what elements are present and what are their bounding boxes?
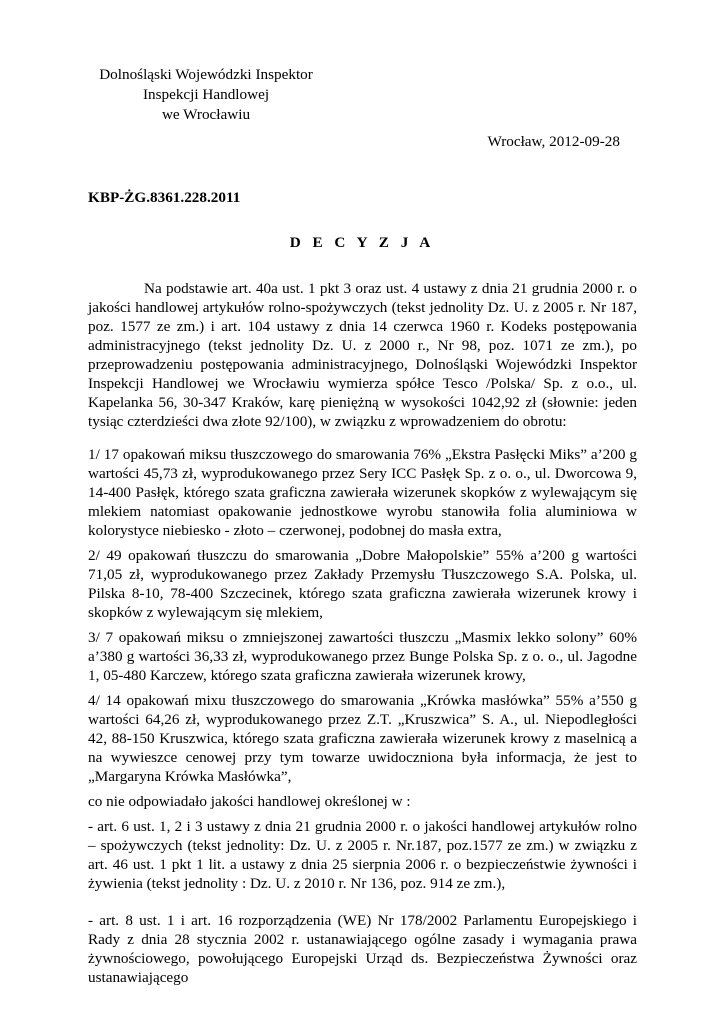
issuer-line-1: Dolnośląski Wojewódzki Inspektor — [99, 66, 313, 83]
reference-number: KBP-ŻG.8361.228.2011 — [88, 189, 241, 206]
intro-paragraph: Na podstawie art. 40a ust. 1 pkt 3 oraz ust. 4 ustawy z dnia 21 grudnia 2000 r. o jakości handlowej artykułów rolno-spożywczych (tekst jednolity Dz. U. z 2005 r. Nr 187, poz. 1577 ze zm.) i art. 104 ustawy z dnia 14 czerwca 1960 r. Kodeks postępowania administracyjnego (tekst jednolity Dz. U. z 2000 r., Nr 98, poz. 1071 ze zm.), po przeprowadzeniu postępowania administracyjnego, Dolnośląski Wojewódzki Inspektor Inspekcji Handlowej we Wrocławiu wymierza spółce Tesco /Polska/ Sp. z o.o., ul. Kapelanka 56, 30-347 Kraków, karę pieniężną w wysokości 1042,92 zł (słownie: jeden tysiąc czterdzieści dwa złote 92/100), w związku z wprowadzeniem do obrotu: — [88, 280, 637, 430]
document-date: Wrocław, 2012-09-28 — [487, 133, 620, 150]
document-title: D E C Y Z J A — [289, 234, 435, 251]
issuer-line-2: Inspekcji Handlowej — [142, 86, 270, 103]
quality-line: co nie odpowiadało jakości handlowej określonej w : — [88, 793, 411, 810]
legal-basis-2: - art. 8 ust. 1 i art. 16 rozporządzenia (WE) Nr 178/2002 Parlamentu Europejskiego i Rady z dnia 28 stycznia 2002 r. ustanawiającego ogólne zasady i wymagania prawa żywnościowego, powołującego Europejski Urząd ds. Bezpieczeństwa Żywności oraz ustanawiającego — [88, 912, 637, 986]
document-body — [88, 279, 637, 987]
list-item: 1/ 17 opakowań miksu tłuszczowego do smarowania 76% „Ekstra Pasłęcki Miks” a’200 g wartości 45,73 zł, wyprodukowanego przez Sery ICC Pasłęk Sp. z o. o., ul. Dworcowa 9, 14-400 Pasłęk, którego szata graficzna zawierała wizerunek skopków z wylewającym się mlekiem natomiast opakowanie jednostkowe wyrobu stanowiła folia aluminiowa w kolorystyce niebiesko - złoto – czerwonej, podobnej do masła extra, — [88, 446, 637, 539]
list-item: 2/ 49 opakowań tłuszczu do smarowania „Dobre Małopolskie” 55% a’200 g wartości 71,05 zł, wyprodukowanego przez Zakłady Przemysłu Tłuszczowego S.A. Polska, ul. Pilska 8-10, 78-400 Szczecinek, którego szata graficzna zawierała wizerunek krowy i skopków z wylewającym się mlekiem, — [88, 547, 637, 621]
list-item: 3/ 7 opakowań miksu o zmniejszonej zawartości tłuszczu „Masmix lekko solony” 60% a’380 g wartości 36,33 zł, wyprodukowanego przez Bunge Polska Sp. z o. o., ul. Jagodne 1, 05-480 Karczew, którego szata graficzna zawierała wizerunek krowy, — [88, 629, 637, 684]
list-item: 4/ 14 opakowań mixu tłuszczowego do smarowania „Krówka masłówka” 55% a’550 g wartości 64,26 zł, wyprodukowanego przez Z.T. „Kruszwica” S. A., ul. Niepodległości 42, 88-150 Kruszwica, którego szata graficzna zawierała wizerunek krowy z maselnicą a na wywieszce cenowej przy tym towarze uwidoczniona była informacja, że jest to „Margaryna Krówka Masłówka”, — [88, 692, 637, 785]
issuer-header — [88, 65, 324, 125]
legal-basis-1: - art. 6 ust. 1, 2 i 3 ustawy z dnia 21 grudnia 2000 r. o jakości handlowej artykułów rolno – spożywczych (tekst jednolity: Dz. U. z 2005 r. Nr.187, poz.1577 ze zm.) w związku z art. 46 ust. 1 pkt 1 lit. a ustawy z dnia 25 sierpnia 2006 r. o bezpieczeństwie żywności i żywienia (tekst jednolity : Dz. U. z 2010 r. Nr 136, poz. 914 ze zm.), — [88, 818, 637, 892]
issuer-line-3: we Wrocławiu — [161, 106, 251, 123]
